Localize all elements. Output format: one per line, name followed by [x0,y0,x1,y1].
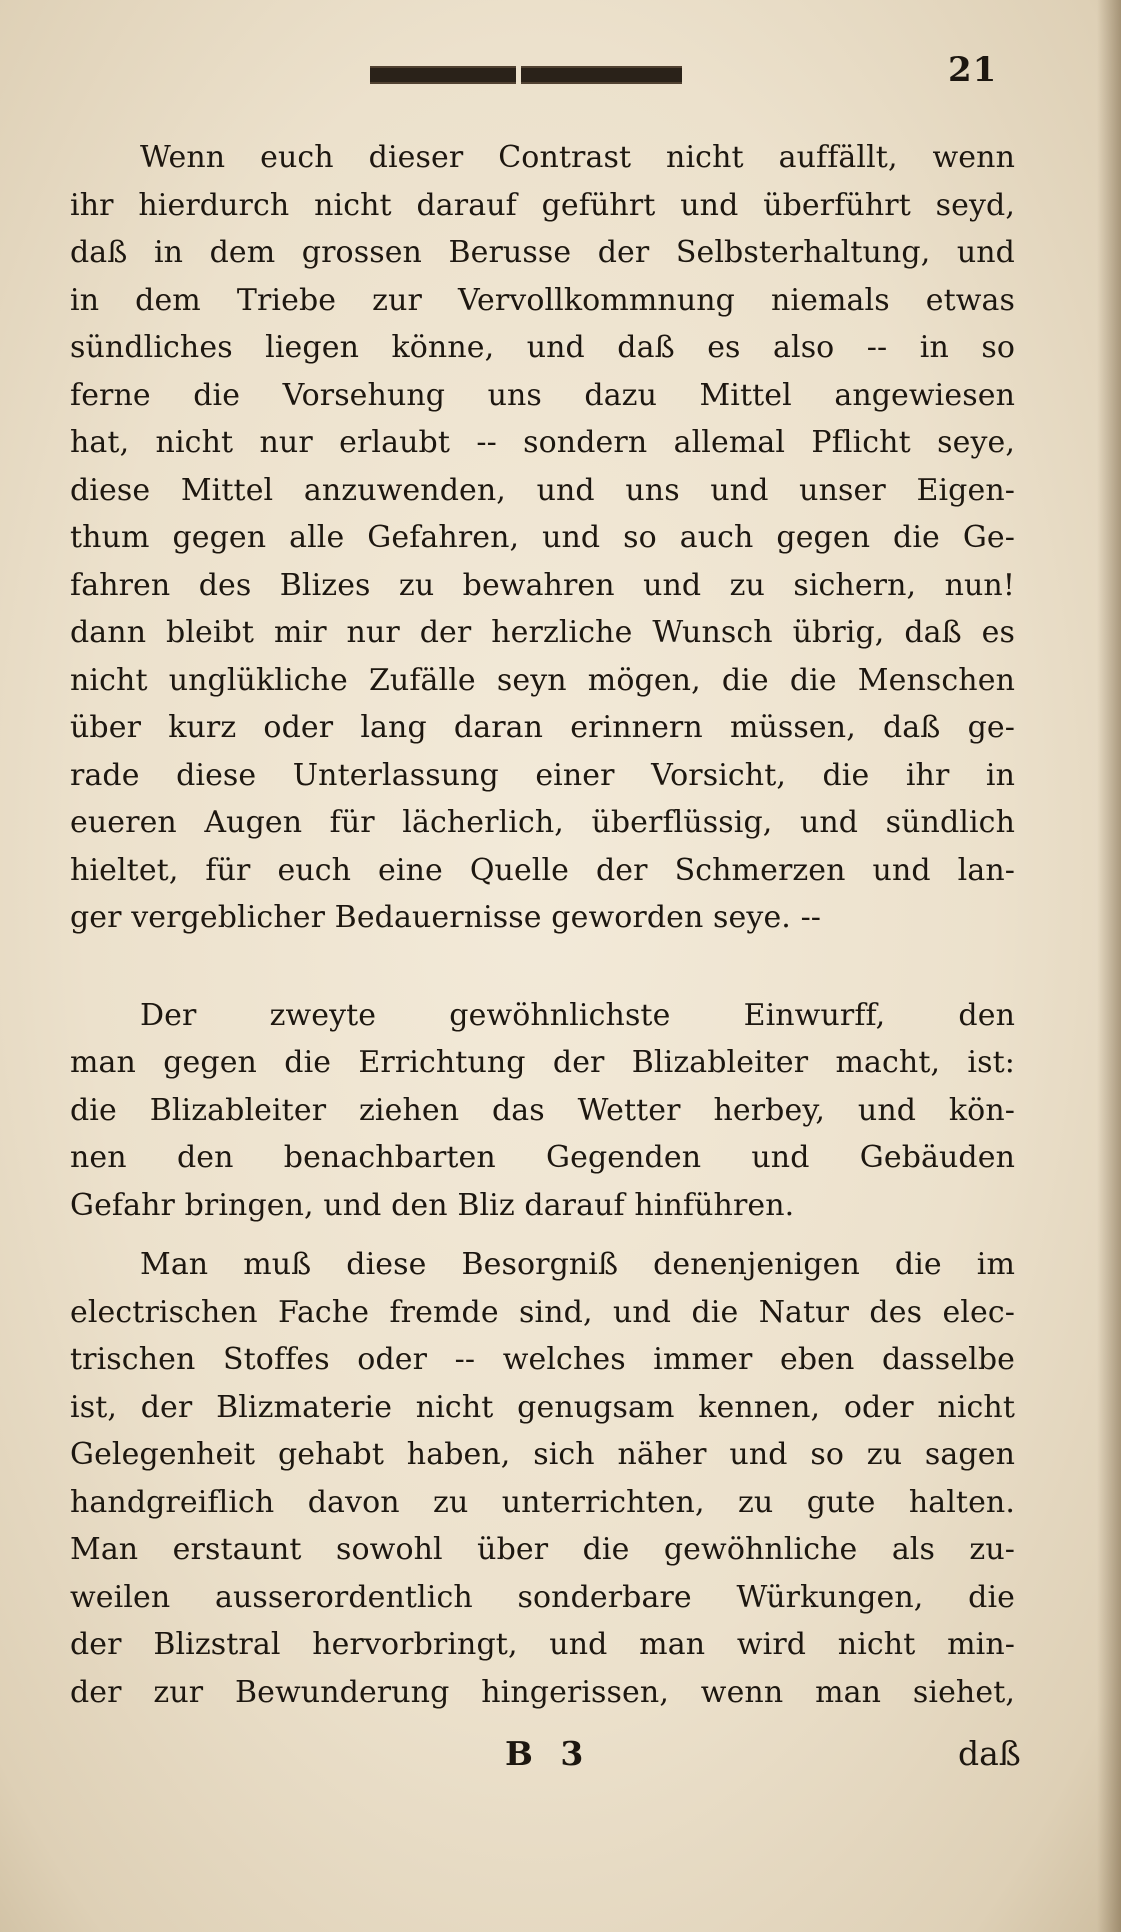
text-line: eueren Augen für lächerlich, überflüssig, und sündlich [70,805,1015,840]
text-line: Gelegenheit gehabt haben, sich näher und so zu sagen [70,1437,1015,1472]
text-line: weilen ausserordentlich sonderbare Würkungen, die [70,1579,1015,1615]
text-line: Man muß diese Besorgniß denenjenigen die im [140,1247,1015,1282]
text-line: Wenn euch dieser Contrast nicht auffällt, wenn [140,140,1015,175]
text-line: der zur Bewunderung hingerissen, wenn man siehet, [70,1674,1015,1710]
text-line: man gegen die Errichtung der Blizableiter macht, ist: [70,1045,1015,1080]
header-ornament-right [521,66,682,84]
text-line: thum gegen alle Gefahren, und so auch gegen die Ge- [70,520,1015,555]
catchword: daß [958,1734,1021,1773]
text-line: ist, der Blizmaterie nicht genugsam kennen, oder nicht [70,1389,1015,1425]
text-line: der Blizstral hervorbringt, und man wird nicht min- [70,1627,1015,1662]
paragraph-1 [70,134,1015,942]
paragraph-gap [70,1229,1015,1241]
signature-mark: B 3 [505,1734,592,1773]
text-line: electrischen Fache fremde sind, und die Natur des elec- [70,1294,1015,1330]
text-line: sündliches liegen könne, und daß es also -- in so [70,330,1015,365]
text-line: daß in dem grossen Berusse der Selbsterhaltung, und [70,235,1015,270]
text-line: die Blizableiter ziehen das Wetter herbey, und kön- [70,1092,1015,1128]
text-line: handgreiflich davon zu unterrichten, zu gute halten. [70,1484,1015,1520]
paragraph-2 [70,992,1015,1230]
text-line: nen den benachbarten Gegenden und Gebäuden [70,1140,1015,1175]
text-line: Man erstaunt sowohl über die gewöhnliche als zu- [70,1532,1015,1567]
text-line: nicht unglükliche Zufälle seyn mögen, die die Menschen [70,662,1015,698]
text-line: Der zweyte gewöhnlichste Einwurff, den [140,997,1015,1033]
text-line: in dem Triebe zur Vervollkommnung niemals etwas [70,282,1015,318]
paragraph-3 [70,1241,1015,1716]
text-line: dann bleibt mir nur der herzliche Wunsch übrig, daß es [70,615,1015,650]
text-line: Gefahr bringen, und den Bliz darauf hinführen. [70,1187,795,1223]
body-text [70,134,1015,1716]
text-line: trischen Stoffes oder -- welches immer eben dasselbe [70,1342,1015,1377]
text-line: ger vergeblicher Bedauernisse geworden seye. -- [70,900,822,935]
text-line: hat, nicht nur erlaubt -- sondern allemal Pflicht seye, [70,425,1015,460]
page-number: 21 [948,50,998,90]
text-line: ferne die Vorsehung uns dazu Mittel angewiesen [70,377,1015,413]
text-line: ihr hierdurch nicht darauf geführt und überführt seyd, [70,187,1015,223]
paragraph-gap [70,942,1015,992]
text-line: fahren des Blizes zu bewahren und zu sichern, nun! [70,567,1015,603]
page-footer [0,1734,1121,1784]
text-line: hieltet, für euch eine Quelle der Schmerzen und lan- [70,852,1015,888]
header-ornament-left [370,66,516,84]
text-line: rade diese Unterlassung einer Vorsicht, die ihr in [70,757,1015,793]
text-line: über kurz oder lang daran erinnern müssen, daß ge- [70,710,1015,745]
text-line: diese Mittel anzuwenden, und uns und unser Eigen- [70,472,1015,508]
